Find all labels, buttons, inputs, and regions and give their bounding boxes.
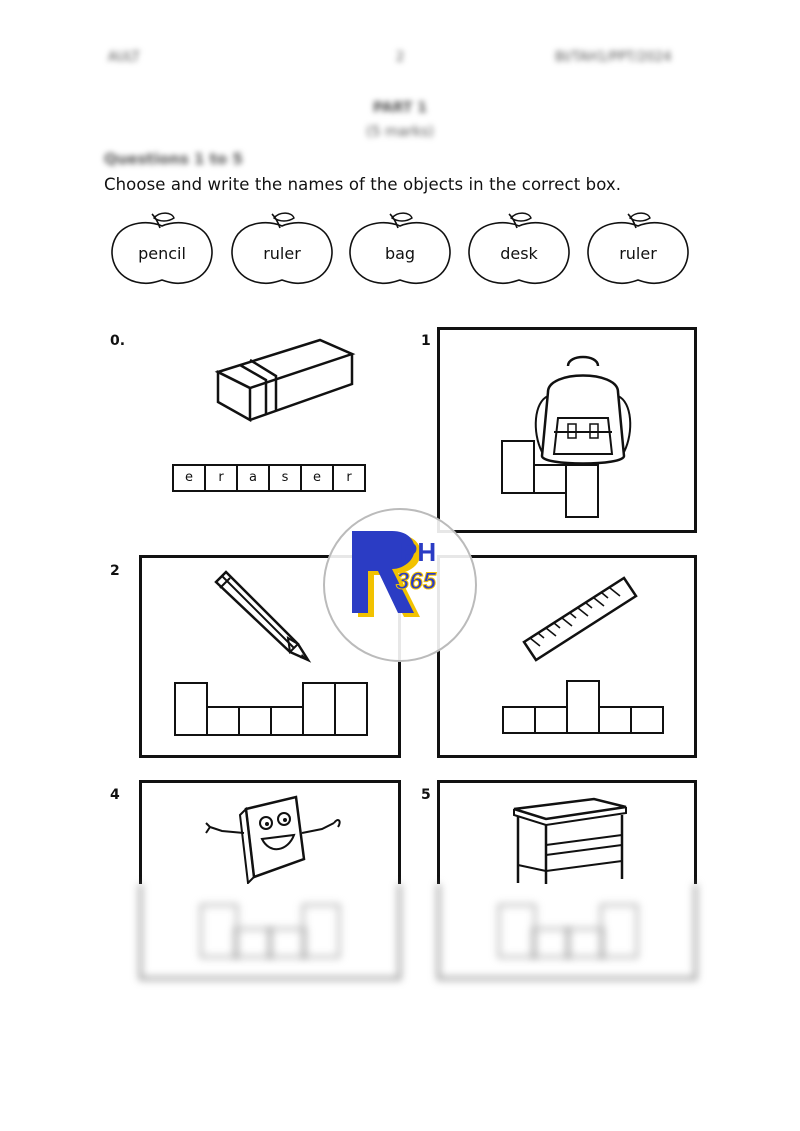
watermark-line2: 365 [396,568,437,595]
blurred-lower-region [0,884,800,1131]
watermark-line1: PH [400,537,437,567]
letter-box: e [300,464,334,492]
header-left: AULT [108,50,140,65]
word-bank-item: ruler [263,244,301,263]
letter-box [630,706,664,734]
letter-box [501,440,535,494]
question-number: 0. [110,333,126,349]
letter-box [238,706,272,736]
word-bank-apple [108,212,216,288]
rph365-watermark-logo [320,505,480,665]
eraser-icon [210,330,360,430]
letter-box: e [172,464,206,492]
word-bank-apple [465,212,573,288]
letter-box [598,706,632,734]
letter-box [566,680,600,734]
ruler-icon [520,572,640,664]
letter-box [302,682,336,736]
letter-box [174,682,208,736]
question-number: 4 [110,787,120,803]
book-character-icon [204,793,344,885]
question-range: Questions 1 to 5 [104,150,243,168]
page-number: 2 [396,50,405,65]
instruction: Choose and write the names of the objects in the correct box. [104,175,622,194]
question-panel [437,327,697,533]
part-title: PART 1 [372,100,428,116]
backpack-icon [528,352,638,472]
word-bank-item: desk [500,244,538,263]
word-bank-item: ruler [619,244,657,263]
letter-box: s [268,464,302,492]
letter-box [565,464,599,518]
letter-box [334,682,368,736]
letter-box [534,706,568,734]
question-number: 5 [421,787,431,803]
question-number: 2 [110,563,120,579]
desk-icon [510,795,630,887]
letter-box [533,464,567,494]
pencil-icon [210,568,320,668]
word-bank-apple [346,212,454,288]
letter-box [206,706,240,736]
part-marks: (5 marks) [366,124,434,140]
word-bank-item: bag [384,244,416,263]
letter-box: a [236,464,270,492]
question-number: 1 [421,333,431,349]
letter-box [502,706,536,734]
header-right: BI/TAH1/PPT/2024 [555,50,672,65]
letter-box: r [204,464,238,492]
letter-box [270,706,304,736]
word-bank-apple [584,212,692,288]
letter-box: r [332,464,366,492]
word-bank-item: pencil [138,244,186,263]
word-bank-apple [228,212,336,288]
